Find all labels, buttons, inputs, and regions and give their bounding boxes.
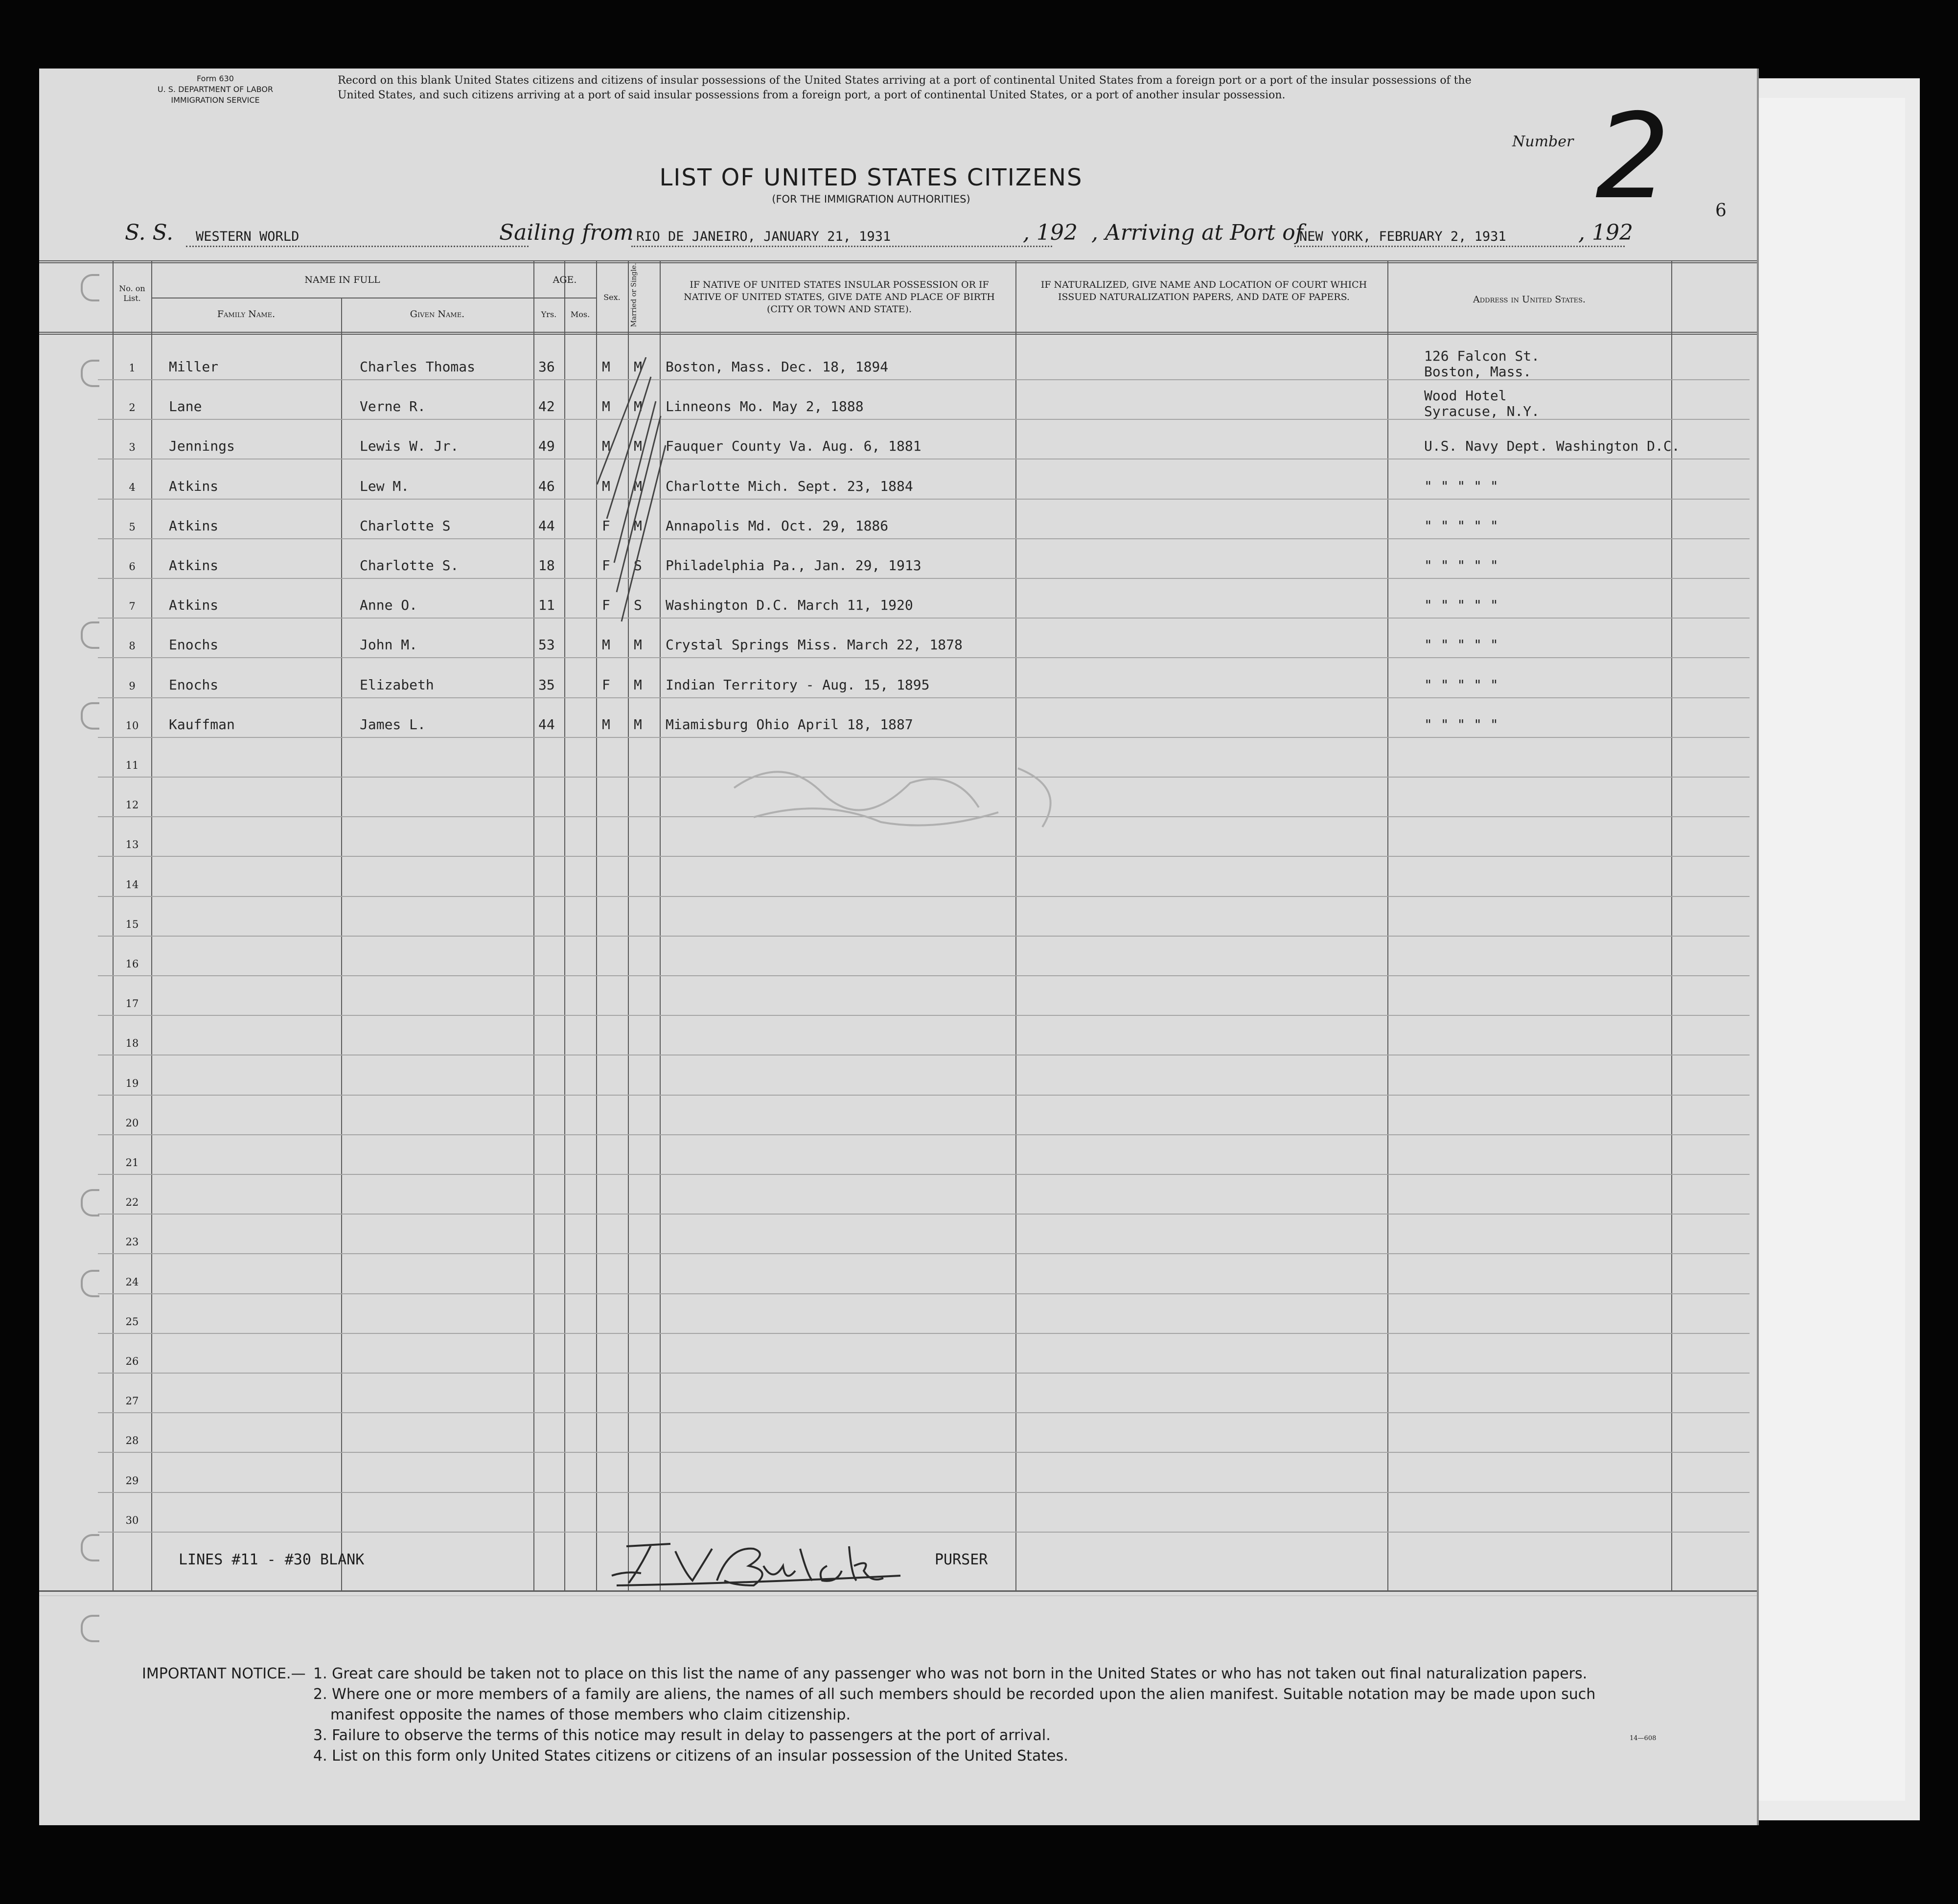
manifest-sheet <box>39 69 1759 1825</box>
row-rule <box>98 856 1750 857</box>
row-number: 6 <box>129 561 136 573</box>
service-name: IMMIGRATION SERVICE <box>171 95 260 105</box>
address-line-1: " " " " " <box>1424 676 1498 693</box>
age-years-cell: 53 <box>538 637 555 653</box>
punch-hole <box>81 360 99 387</box>
form-instructions: Record on this blank United States citizens and citizens of insular possessions of the United States arriving at a port of continental United States from a foreign port or a port of the insular possessions of the United States, and such citizens arriving at a port of said insular possessions from a foreign port, a port of continental United States, or a port of another insular possession. <box>338 74 1472 101</box>
year-suffix-sailing: , 192 <box>1023 220 1078 245</box>
family-name-cell: Atkins <box>169 478 219 494</box>
row-rule <box>98 499 1750 500</box>
age-years-cell: 49 <box>538 438 555 455</box>
row-rule <box>98 1214 1750 1215</box>
notice-2: 2. Where one or more members of a family are aliens, the names of all such members should be recorded upon the alien manifest. Suitable notation may be made upon such <box>313 1686 1596 1703</box>
department-name: U. S. DEPARTMENT OF LABOR <box>157 85 274 94</box>
row-number: 19 <box>125 1077 139 1089</box>
family-name-cell: Lane <box>169 398 202 415</box>
punch-hole <box>81 621 99 649</box>
row-number: 15 <box>125 918 139 930</box>
row-number: 18 <box>125 1037 139 1050</box>
sex-cell: M <box>602 716 610 733</box>
row-number: 30 <box>125 1514 139 1526</box>
row-number: 26 <box>125 1355 139 1367</box>
check-marks <box>587 357 675 631</box>
punch-hole <box>81 1534 99 1561</box>
row-rule <box>98 1095 1750 1096</box>
row-number: 8 <box>129 640 136 652</box>
form-identification <box>127 73 303 106</box>
header-address: Address in United States. <box>1473 294 1586 305</box>
notice-heading: IMPORTANT NOTICE.— <box>142 1665 306 1682</box>
row-number: 17 <box>125 998 139 1010</box>
marital-status-cell: M <box>634 359 642 375</box>
family-name-cell: Enochs <box>169 676 219 693</box>
age-years-cell: 42 <box>538 398 555 415</box>
given-name-cell: Charlotte S. <box>360 557 459 573</box>
backing-page-edge <box>1742 98 1905 1801</box>
given-name-cell: John M. <box>360 637 418 653</box>
year-suffix-arriving: , 192 <box>1578 220 1633 245</box>
row-rule <box>98 1412 1750 1413</box>
sailing-label: Sailing from <box>499 220 634 245</box>
row-number: 24 <box>125 1276 139 1288</box>
row-number: 10 <box>125 719 139 732</box>
given-name-cell: Charles Thomas <box>360 359 476 375</box>
address-line-2: Syracuse, N.Y. <box>1424 403 1540 420</box>
ship-name: WESTERN WORLD <box>196 229 299 244</box>
marital-status-cell: M <box>634 398 642 415</box>
row-rule <box>98 1253 1750 1254</box>
address-line-1: Wood Hotel <box>1424 388 1507 404</box>
family-name-cell: Kauffman <box>169 716 235 733</box>
row-number: 4 <box>129 481 136 493</box>
age-years-cell: 46 <box>538 478 555 494</box>
row-rule <box>98 697 1750 698</box>
given-name-cell: Lew M. <box>360 478 410 494</box>
row-number: 13 <box>125 839 139 851</box>
row-number: 2 <box>129 402 136 414</box>
row-number: 22 <box>125 1196 139 1209</box>
row-rule <box>98 936 1750 937</box>
row-rule <box>98 578 1750 579</box>
family-name-cell: Atkins <box>169 557 219 573</box>
given-name-cell: James L. <box>360 716 426 733</box>
row-rule <box>98 1015 1750 1016</box>
sex-cell: F <box>602 557 610 573</box>
header-no-on-list: No. on List. <box>119 284 145 303</box>
address-line-1: " " " " " <box>1424 716 1498 733</box>
row-rule <box>98 975 1750 976</box>
row-rule <box>98 618 1750 619</box>
row-number: 25 <box>125 1315 139 1328</box>
number-label: Number <box>1512 133 1574 150</box>
list-number: 2 <box>1595 88 1670 225</box>
sailing-from: RIO DE JANEIRO, JANUARY 21, 1931 <box>636 229 891 244</box>
place-of-birth-cell: Crystal Springs Miss. March 22, 1878 <box>666 637 963 653</box>
address-line-2: Boston, Mass. <box>1424 364 1532 380</box>
row-number: 21 <box>125 1157 139 1169</box>
family-name-cell: Miller <box>169 359 219 375</box>
row-number: 16 <box>125 958 139 970</box>
row-number: 27 <box>125 1395 139 1407</box>
place-of-birth-cell: Annapolis Md. Oct. 29, 1886 <box>666 517 889 534</box>
row-number: 1 <box>129 362 136 374</box>
family-name-cell: Enochs <box>169 637 219 653</box>
age-years-cell: 44 <box>538 517 555 534</box>
family-name-cell: Jennings <box>169 438 235 455</box>
blank-lines-note: LINES #11 - #30 BLANK <box>179 1551 365 1568</box>
given-name-cell: Lewis W. Jr. <box>360 438 459 455</box>
header-family-name: Family Name. <box>217 309 276 320</box>
place-of-birth-cell: Miamisburg Ohio April 18, 1887 <box>666 716 913 733</box>
page-subtitle: (FOR THE IMMIGRATION AUTHORITIES) <box>772 193 970 205</box>
header-name-in-full: NAME IN FULL <box>304 275 380 285</box>
row-number: 12 <box>125 799 139 811</box>
row-number: 7 <box>129 600 136 613</box>
age-years-cell: 36 <box>538 359 555 375</box>
header-place-of-birth: IF NATIVE OF UNITED STATES INSULAR POSSESSION OR IF NATIVE OF UNITED STATES, GIVE DATE AND PLACE OF BIRTH (CITY OR TOWN AND STATE). <box>684 279 995 315</box>
faded-stamp <box>724 739 1091 837</box>
arriving-label: , Arriving at Port of <box>1091 220 1303 245</box>
marital-status-cell: S <box>634 597 642 614</box>
marital-status-cell: M <box>634 637 642 653</box>
address-line-1: " " " " " <box>1424 637 1498 653</box>
row-number: 9 <box>129 680 136 692</box>
sex-cell: M <box>602 359 610 375</box>
age-years-cell: 18 <box>538 557 555 573</box>
header-age: AGE. <box>553 275 577 285</box>
given-name-cell: Elizabeth <box>360 676 434 693</box>
row-rule <box>98 1492 1750 1493</box>
given-name-cell: Charlotte S <box>360 517 451 534</box>
marital-status-cell: M <box>634 676 642 693</box>
row-number: 29 <box>125 1474 139 1487</box>
row-rule <box>98 1373 1750 1374</box>
place-of-birth-cell: Charlotte Mich. Sept. 23, 1884 <box>666 478 913 494</box>
place-of-birth-cell: Philadelphia Pa., Jan. 29, 1913 <box>666 557 921 573</box>
place-of-birth-cell: Boston, Mass. Dec. 18, 1894 <box>666 359 889 375</box>
important-notice <box>142 1664 1757 1811</box>
punch-hole <box>81 1615 99 1642</box>
sex-cell: M <box>602 438 610 455</box>
row-rule <box>98 1174 1750 1175</box>
marital-status-cell: M <box>634 517 642 534</box>
header-age-months: Mos. <box>570 310 590 319</box>
row-number: 5 <box>129 521 136 533</box>
header-given-name: Given Name. <box>410 309 465 320</box>
row-number: 14 <box>125 878 139 891</box>
notice-2-continued: manifest opposite the names of those members who claim citizenship. <box>330 1706 851 1723</box>
form-code: 14—608 <box>1630 1735 1657 1742</box>
arriving-at: NEW YORK, FEBRUARY 2, 1931 <box>1299 229 1506 244</box>
purser-signature <box>607 1537 910 1590</box>
marital-status-cell: M <box>634 478 642 494</box>
address-line-1: " " " " " <box>1424 557 1498 573</box>
row-rule <box>98 657 1750 658</box>
address-line-1: U.S. Navy Dept. Washington D.C. <box>1424 438 1680 455</box>
sex-cell: M <box>602 398 610 415</box>
age-years-cell: 44 <box>538 716 555 733</box>
header-naturalization: IF NATURALIZED, GIVE NAME AND LOCATION OF COURT WHICH ISSUED NATURALIZATION PAPERS, AND DATE OF PAPERS. <box>1040 279 1367 302</box>
row-rule <box>98 737 1750 738</box>
sex-cell: F <box>602 597 610 614</box>
age-years-cell: 35 <box>538 676 555 693</box>
punch-hole <box>81 1270 99 1297</box>
page-title: LIST OF UNITED STATES CITIZENS <box>659 164 1083 191</box>
row-rule <box>98 538 1750 539</box>
row-number: 20 <box>125 1117 139 1129</box>
notice-4: 4. List on this form only United States citizens or citizens of an insular possession of the United States. <box>313 1747 1068 1765</box>
form-number: Form 630 <box>197 74 234 83</box>
notice-3: 3. Failure to observe the terms of this notice may result in delay to passengers at the port of arrival. <box>313 1727 1051 1744</box>
sheet-side-number: 6 <box>1715 201 1727 221</box>
address-line-1: " " " " " <box>1424 517 1498 534</box>
place-of-birth-cell: Linneons Mo. May 2, 1888 <box>666 398 864 415</box>
row-number: 28 <box>125 1435 139 1447</box>
sex-cell: F <box>602 676 610 693</box>
header-sex: Sex. <box>603 293 621 302</box>
header-age-years: Yrs. <box>541 310 557 319</box>
row-rule <box>98 1452 1750 1453</box>
row-rule <box>98 1293 1750 1294</box>
place-of-birth-cell: Fauquer County Va. Aug. 6, 1881 <box>666 438 921 455</box>
age-years-cell: 11 <box>538 597 555 614</box>
address-line-1: " " " " " <box>1424 478 1498 494</box>
punch-hole <box>81 702 99 730</box>
marital-status-cell: S <box>634 557 642 573</box>
marital-status-cell: M <box>634 716 642 733</box>
punch-hole <box>81 1189 99 1216</box>
address-line-1: " " " " " <box>1424 597 1498 614</box>
place-of-birth-cell: Washington D.C. March 11, 1920 <box>666 597 913 614</box>
sex-cell: M <box>602 478 610 494</box>
row-number: 3 <box>129 441 136 454</box>
given-name-cell: Verne R. <box>360 398 426 415</box>
row-rule <box>98 896 1750 897</box>
marital-status-cell: M <box>634 438 642 455</box>
place-of-birth-cell: Indian Territory - Aug. 15, 1895 <box>666 676 930 693</box>
row-rule <box>98 1134 1750 1135</box>
notice-1: 1. Great care should be taken not to place on this list the name of any passenger who was not born in the United States or who has not taken out final naturalization papers. <box>313 1665 1588 1682</box>
row-rule <box>98 1333 1750 1334</box>
given-name-cell: Anne O. <box>360 597 418 614</box>
sex-cell: F <box>602 517 610 534</box>
header-married-single: Married or Single. <box>630 263 638 327</box>
address-line-1: 126 Falcon St. <box>1424 348 1540 364</box>
purser-label: PURSER <box>935 1551 988 1568</box>
row-number: 23 <box>125 1236 139 1248</box>
family-name-cell: Atkins <box>169 517 219 534</box>
row-number: 11 <box>125 759 139 771</box>
ss-label: S. S. <box>125 220 174 245</box>
sex-cell: M <box>602 637 610 653</box>
punch-hole <box>81 274 99 301</box>
family-name-cell: Atkins <box>169 597 219 614</box>
row-rule <box>98 1532 1750 1533</box>
